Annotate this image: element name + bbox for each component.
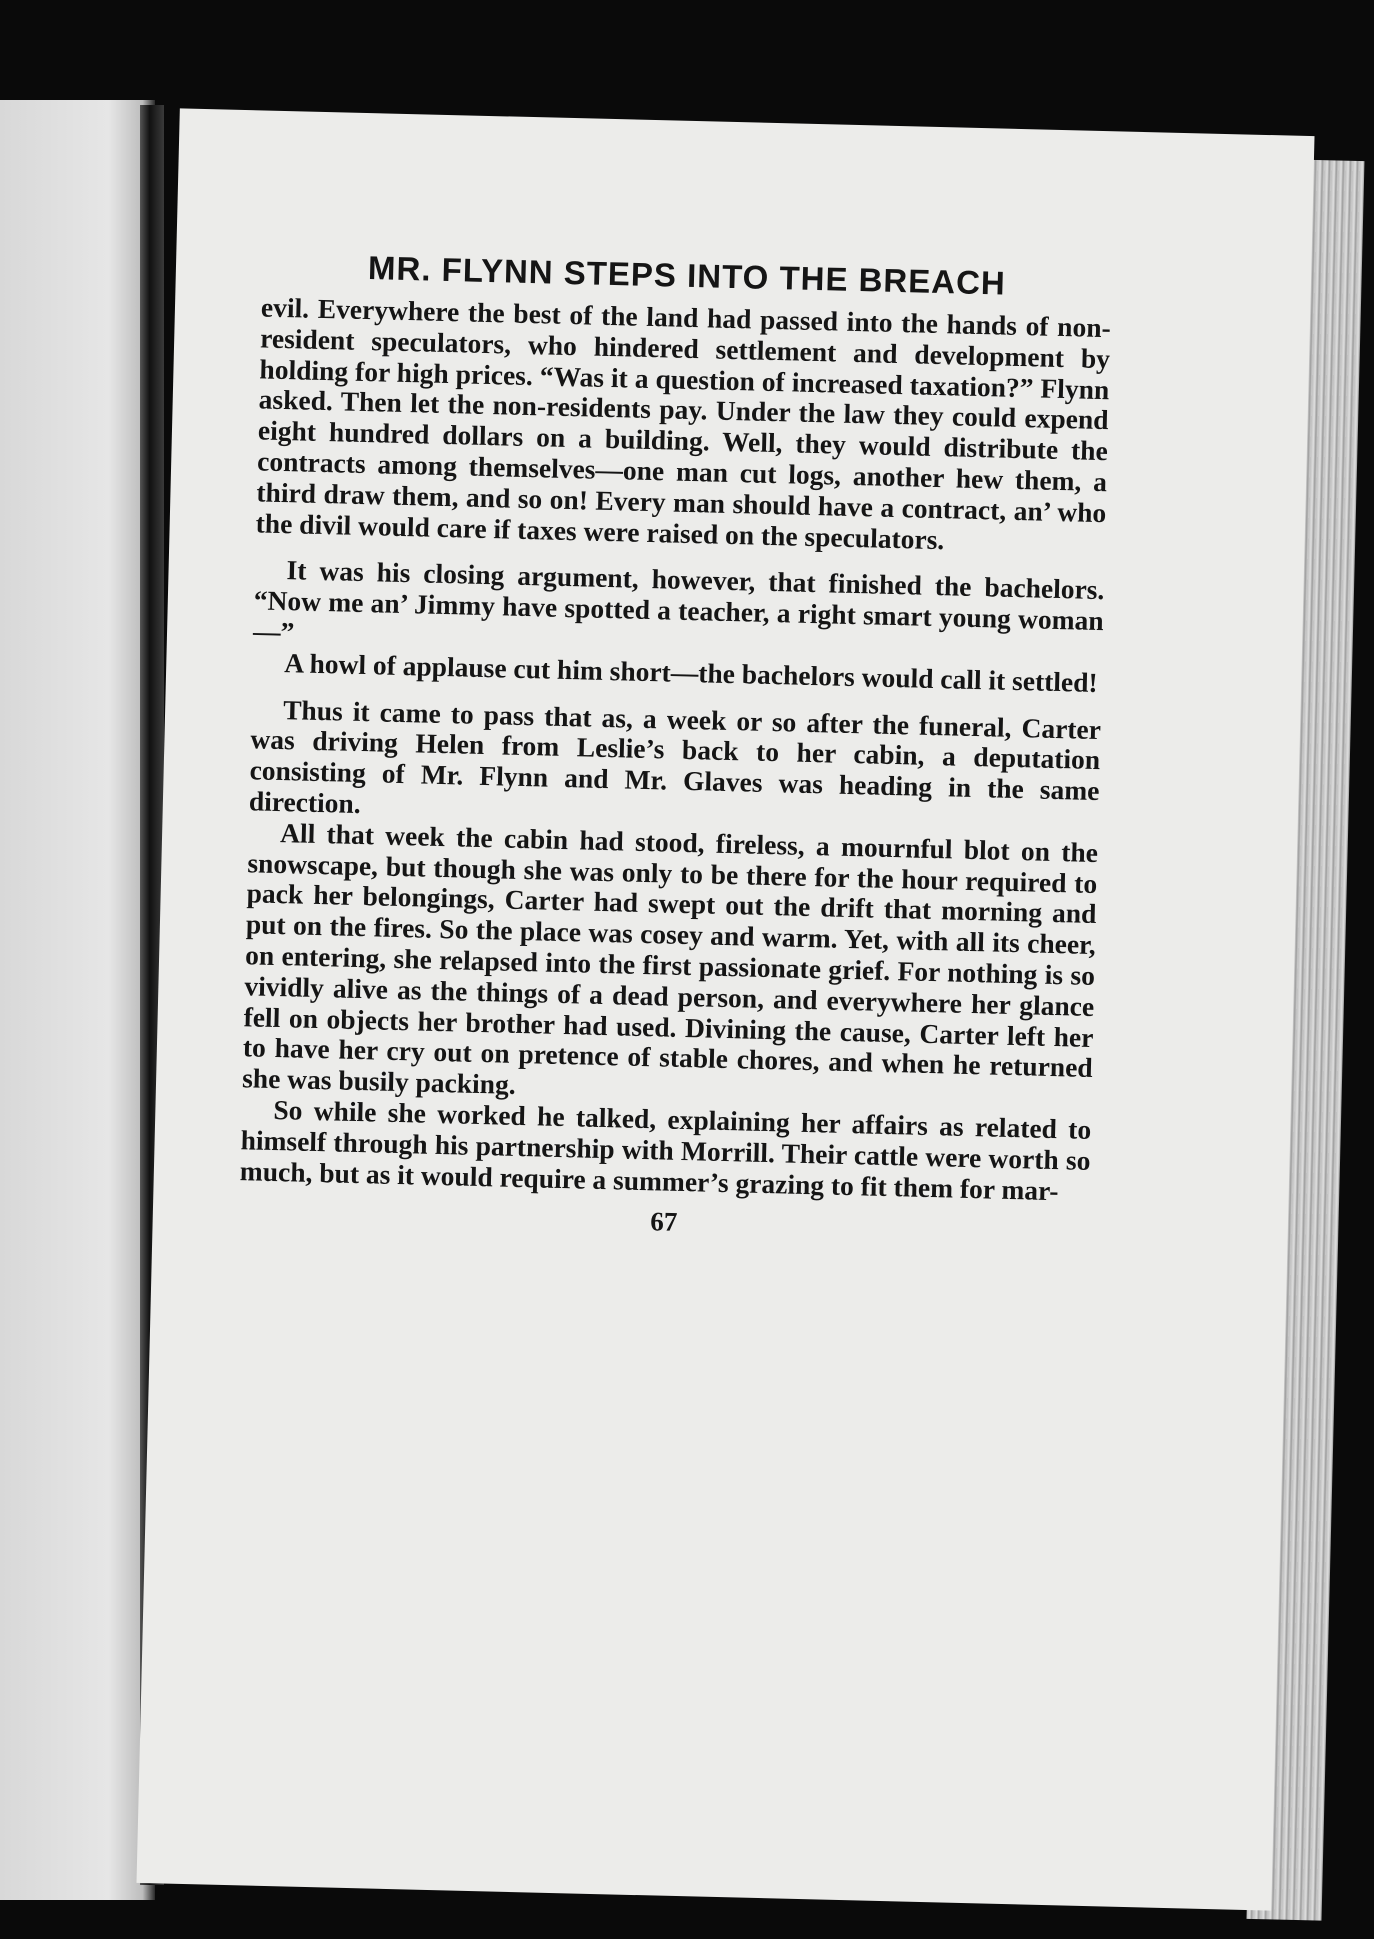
paragraph-1: evil. Everywhere the best of the land had passed into the hands of non-resident speculators, who hindered settlement and development by holding for high prices. “Was it a question of increased taxation?” Flynn asked. Then let the non-residents pay. Under the law they could expend eight hundred dollars on a building. Well, they would distribute the contracts among themselves—one man cut logs, another hew them, a third draw them, and so on! Every man should have a contract, an’ who the divil would care if taxes were raised on the speculators.	[255, 291, 1112, 555]
paragraph-4: Thus it came to pass that as, a week or so after the funeral, Carter was driving Helen from Leslie’s back to her cabin, a deputation consisting of Mr. Flynn and Mr. Glaves was heading in the same direction.	[248, 693, 1102, 819]
book-page	[136, 108, 1314, 1910]
paragraph-6: So while she worked he talked, explaining her affairs as related to himself through his partnership with Morrill. Their cattle were worth so much, but as it would require a summer’s grazing to fit them for mar-	[239, 1093, 1092, 1206]
running-head: MR. FLYNN STEPS INTO THE BREACH	[367, 249, 1007, 302]
body-text	[240, 292, 1112, 1207]
paragraph-2: It was his closing argument, however, that finished the bachelors. “Now me an’ Jimmy have spotted a teacher, a right smart young woman—”	[252, 554, 1105, 648]
page-number: 67	[649, 1206, 678, 1238]
paragraph-5: All that week the cabin had stood, fireless, a mournful blot on the snowscape, but though she was only to be there for the hour required to pack her belongings, Carter had swept out the drift that morning and put on the fires. So the place was cosey and warm. Yet, with all its cheer, on entering, she relapsed into the first passionate grief. For nothing is so vividly alive as the things of a dead person, and everywhere her glance fell on objects her brother had used. Divining the cause, Carter left her to have her cry out on pretence of stable chores, and when he returned she was busily packing.	[241, 816, 1099, 1101]
facing-page-edge	[0, 100, 155, 1900]
page-content	[239, 246, 1113, 1248]
paragraph-3: A howl of applause cut him short—the bachelors would call it settled!	[283, 646, 1099, 698]
